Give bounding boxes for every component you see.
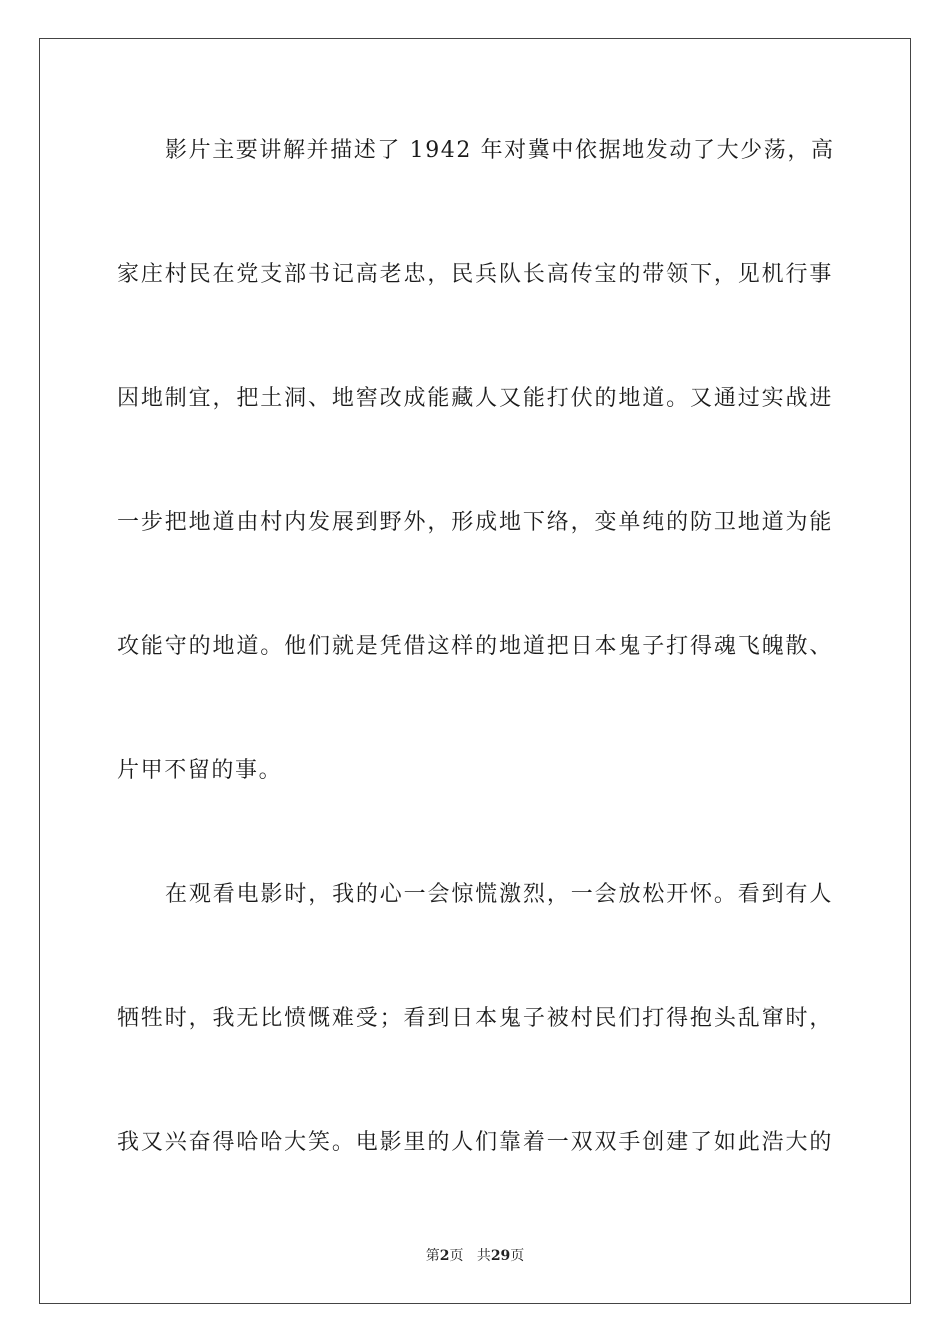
paragraph-1-line-6: 片甲不留的事。 — [117, 758, 283, 783]
paragraph-1-line-3: 因地制宜，把土洞、地窖改成能藏人又能打伏的地道。又通过实战进 — [117, 386, 833, 411]
page-footer — [0, 1246, 950, 1266]
footer-total-pages: 29 — [490, 1248, 511, 1264]
paragraph-1-line-5: 攻能守的地道。他们就是凭借这样的地道把日本鬼子打得魂飞魄散、 — [117, 634, 833, 659]
paragraph-1-line-4: 一步把地道由村内发展到野外，形成地下络，变单纯的防卫地道为能 — [117, 510, 833, 535]
footer-page-number: 2 — [439, 1248, 450, 1264]
footer-total-prefix: 共 — [476, 1248, 491, 1264]
paragraph-2-line-3: 我又兴奋得哈哈大笑。电影里的人们靠着一双双手创建了如此浩大的 — [117, 1130, 833, 1155]
paragraph-2-line-1: 在观看电影时，我的心一会惊慌激烈，一会放松开怀。看到有人 — [165, 882, 833, 907]
paragraph-1-line-2: 家庄村民在党支部书记高老忠，民兵队长高传宝的带领下，见机行事 — [117, 262, 833, 287]
page-border — [39, 38, 911, 1304]
footer-page-prefix: 第 — [425, 1248, 440, 1264]
footer-total-suffix: 页 — [510, 1248, 525, 1264]
paragraph-2-line-2: 牺牲时，我无比愤慨难受；看到日本鬼子被村民们打得抱头乱窜时， — [117, 1006, 833, 1031]
paragraph-1-line-1: 影片主要讲解并描述了 1942 年对冀中依据地发动了大少荡，高 — [165, 138, 835, 163]
footer-page-suffix: 页 — [449, 1248, 464, 1264]
